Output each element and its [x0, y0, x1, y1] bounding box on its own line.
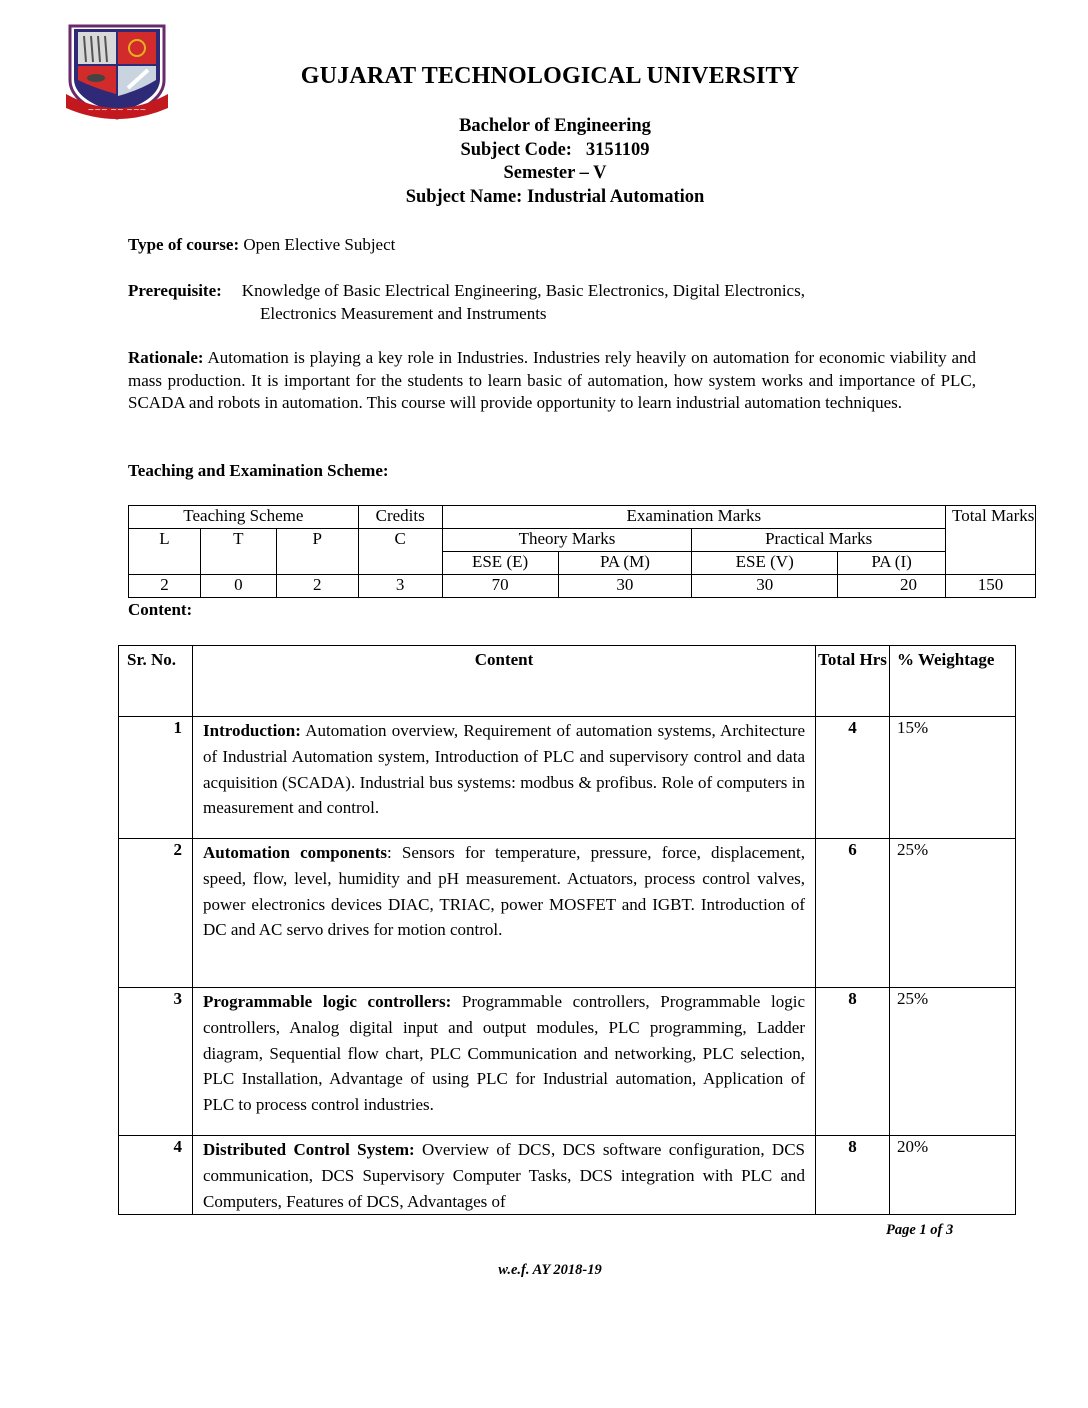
practical-value: 2 [276, 575, 358, 598]
rationale [128, 347, 976, 415]
page-number: Page 1 of 3 [886, 1222, 954, 1238]
ese-e-header: ESE (E) [442, 552, 558, 575]
prerequisite: Prerequisite: Knowledge of Basic Electrical Engineering, Basic Electronics, Digital Electronics, Electronics Measurement and Instruments [128, 281, 805, 323]
content-header: Content [193, 646, 816, 717]
university-title: GUJARAT TECHNOLOGICAL UNIVERSITY [300, 63, 800, 89]
total-marks-header: Total Marks [946, 506, 1036, 575]
lecture-value: 2 [129, 575, 201, 598]
weightage-header: % Weightage [890, 646, 1016, 717]
table-row: 4 Distributed Control System: Overview of DCS, DCS software configuration, DCS communication, DCS Supervisory Computer Tasks, DCS integration with PLC and Computers, Features of DCS, Advantages of 8 20% [119, 1136, 1016, 1215]
tutorial-value: 0 [200, 575, 276, 598]
teaching-exam-scheme-table [128, 505, 1036, 598]
course-type-value: Open Elective Subject [243, 235, 396, 254]
rationale-label: Rationale: [128, 348, 204, 367]
total-hrs-header: Total Hrs [816, 646, 890, 717]
degree: Bachelor of Engineering [459, 116, 651, 136]
theory-marks-header: Theory Marks [442, 529, 692, 552]
credit-value: 3 [358, 575, 442, 598]
scheme-values-row [129, 575, 1036, 598]
sr-no-header: Sr. No. [119, 646, 193, 717]
ese-v-value: 30 [692, 575, 838, 598]
content-table-header [119, 646, 1016, 717]
rationale-text: Automation is playing a key role in Industries. Industries rely heavily on automation for economic viability and mass production. It is important for the students to learn basic of automation, how system works and importance of PLC, SCADA and robots in automation. This course will provide opportunity to learn industrial automation techniques. [128, 348, 976, 412]
course-type-label: Type of course: [128, 235, 240, 254]
pa-m-header: PA (M) [558, 552, 692, 575]
scheme-heading: Teaching and Examination Scheme: [128, 461, 389, 480]
tutorial-header: T [200, 529, 276, 575]
content-table [118, 645, 1016, 1215]
practical-marks-header: Practical Marks [692, 529, 946, 552]
pa-i-header: PA (I) [838, 552, 946, 575]
prerequisite-label: Prerequisite: [128, 281, 222, 300]
table-row: 2 Automation components: Sensors for temperature, pressure, force, displacement, speed, flow, level, humidity and pH measurement. Actuators, process control valves, power electronics devices DIAC, TRIAC, power MOSFET and IGBT. Introduction of DC and AC servo drives for motion control. 6 25% [119, 839, 1016, 988]
credits-header: Credits [358, 506, 442, 529]
credit-header: C [358, 529, 442, 575]
practical-header: P [276, 529, 358, 575]
course-header [0, 115, 1088, 209]
ese-e-value: 70 [442, 575, 558, 598]
table-row: 3 Programmable logic controllers: Programmable controllers, Programmable logic controllers, Analog digital input and output modules, PLC programming, Ladder diagram, Sequential flow chart, PLC Communication and networking, PLC selection, PLC Installation, Advantage of using PLC for Industrial automation, Application of PLC to process control industries. 8 25% [119, 988, 1016, 1136]
content-label: Content: [128, 600, 193, 619]
svg-text:~~~ ~~ ~~~: ~~~ ~~ ~~~ [87, 105, 147, 114]
examination-marks-header: Examination Marks [442, 506, 945, 529]
table-row: 1 Introduction: Automation overview, Requirement of automation systems, Architecture of Industrial Automation system, Introduction of PLC and supervisory control and data acquisition (SCADA). Industrial bus systems: modbus & profibus. Role of computers in measurement and control. 4 15% [119, 717, 1016, 839]
ese-v-header: ESE (V) [692, 552, 838, 575]
effective-year: w.e.f. AY 2018-19 [498, 1262, 602, 1278]
semester: Semester – V [503, 163, 607, 183]
teaching-scheme-header: Teaching Scheme [129, 506, 359, 529]
subject-code: Subject Code: 3151109 [460, 139, 650, 160]
subject-name: Subject Name: Industrial Automation [405, 186, 705, 207]
total-marks-value: 150 [946, 575, 1036, 598]
pa-m-value: 30 [558, 575, 692, 598]
pa-i-value: 20 [838, 575, 946, 598]
course-type [128, 234, 976, 257]
lecture-header: L [129, 529, 201, 575]
